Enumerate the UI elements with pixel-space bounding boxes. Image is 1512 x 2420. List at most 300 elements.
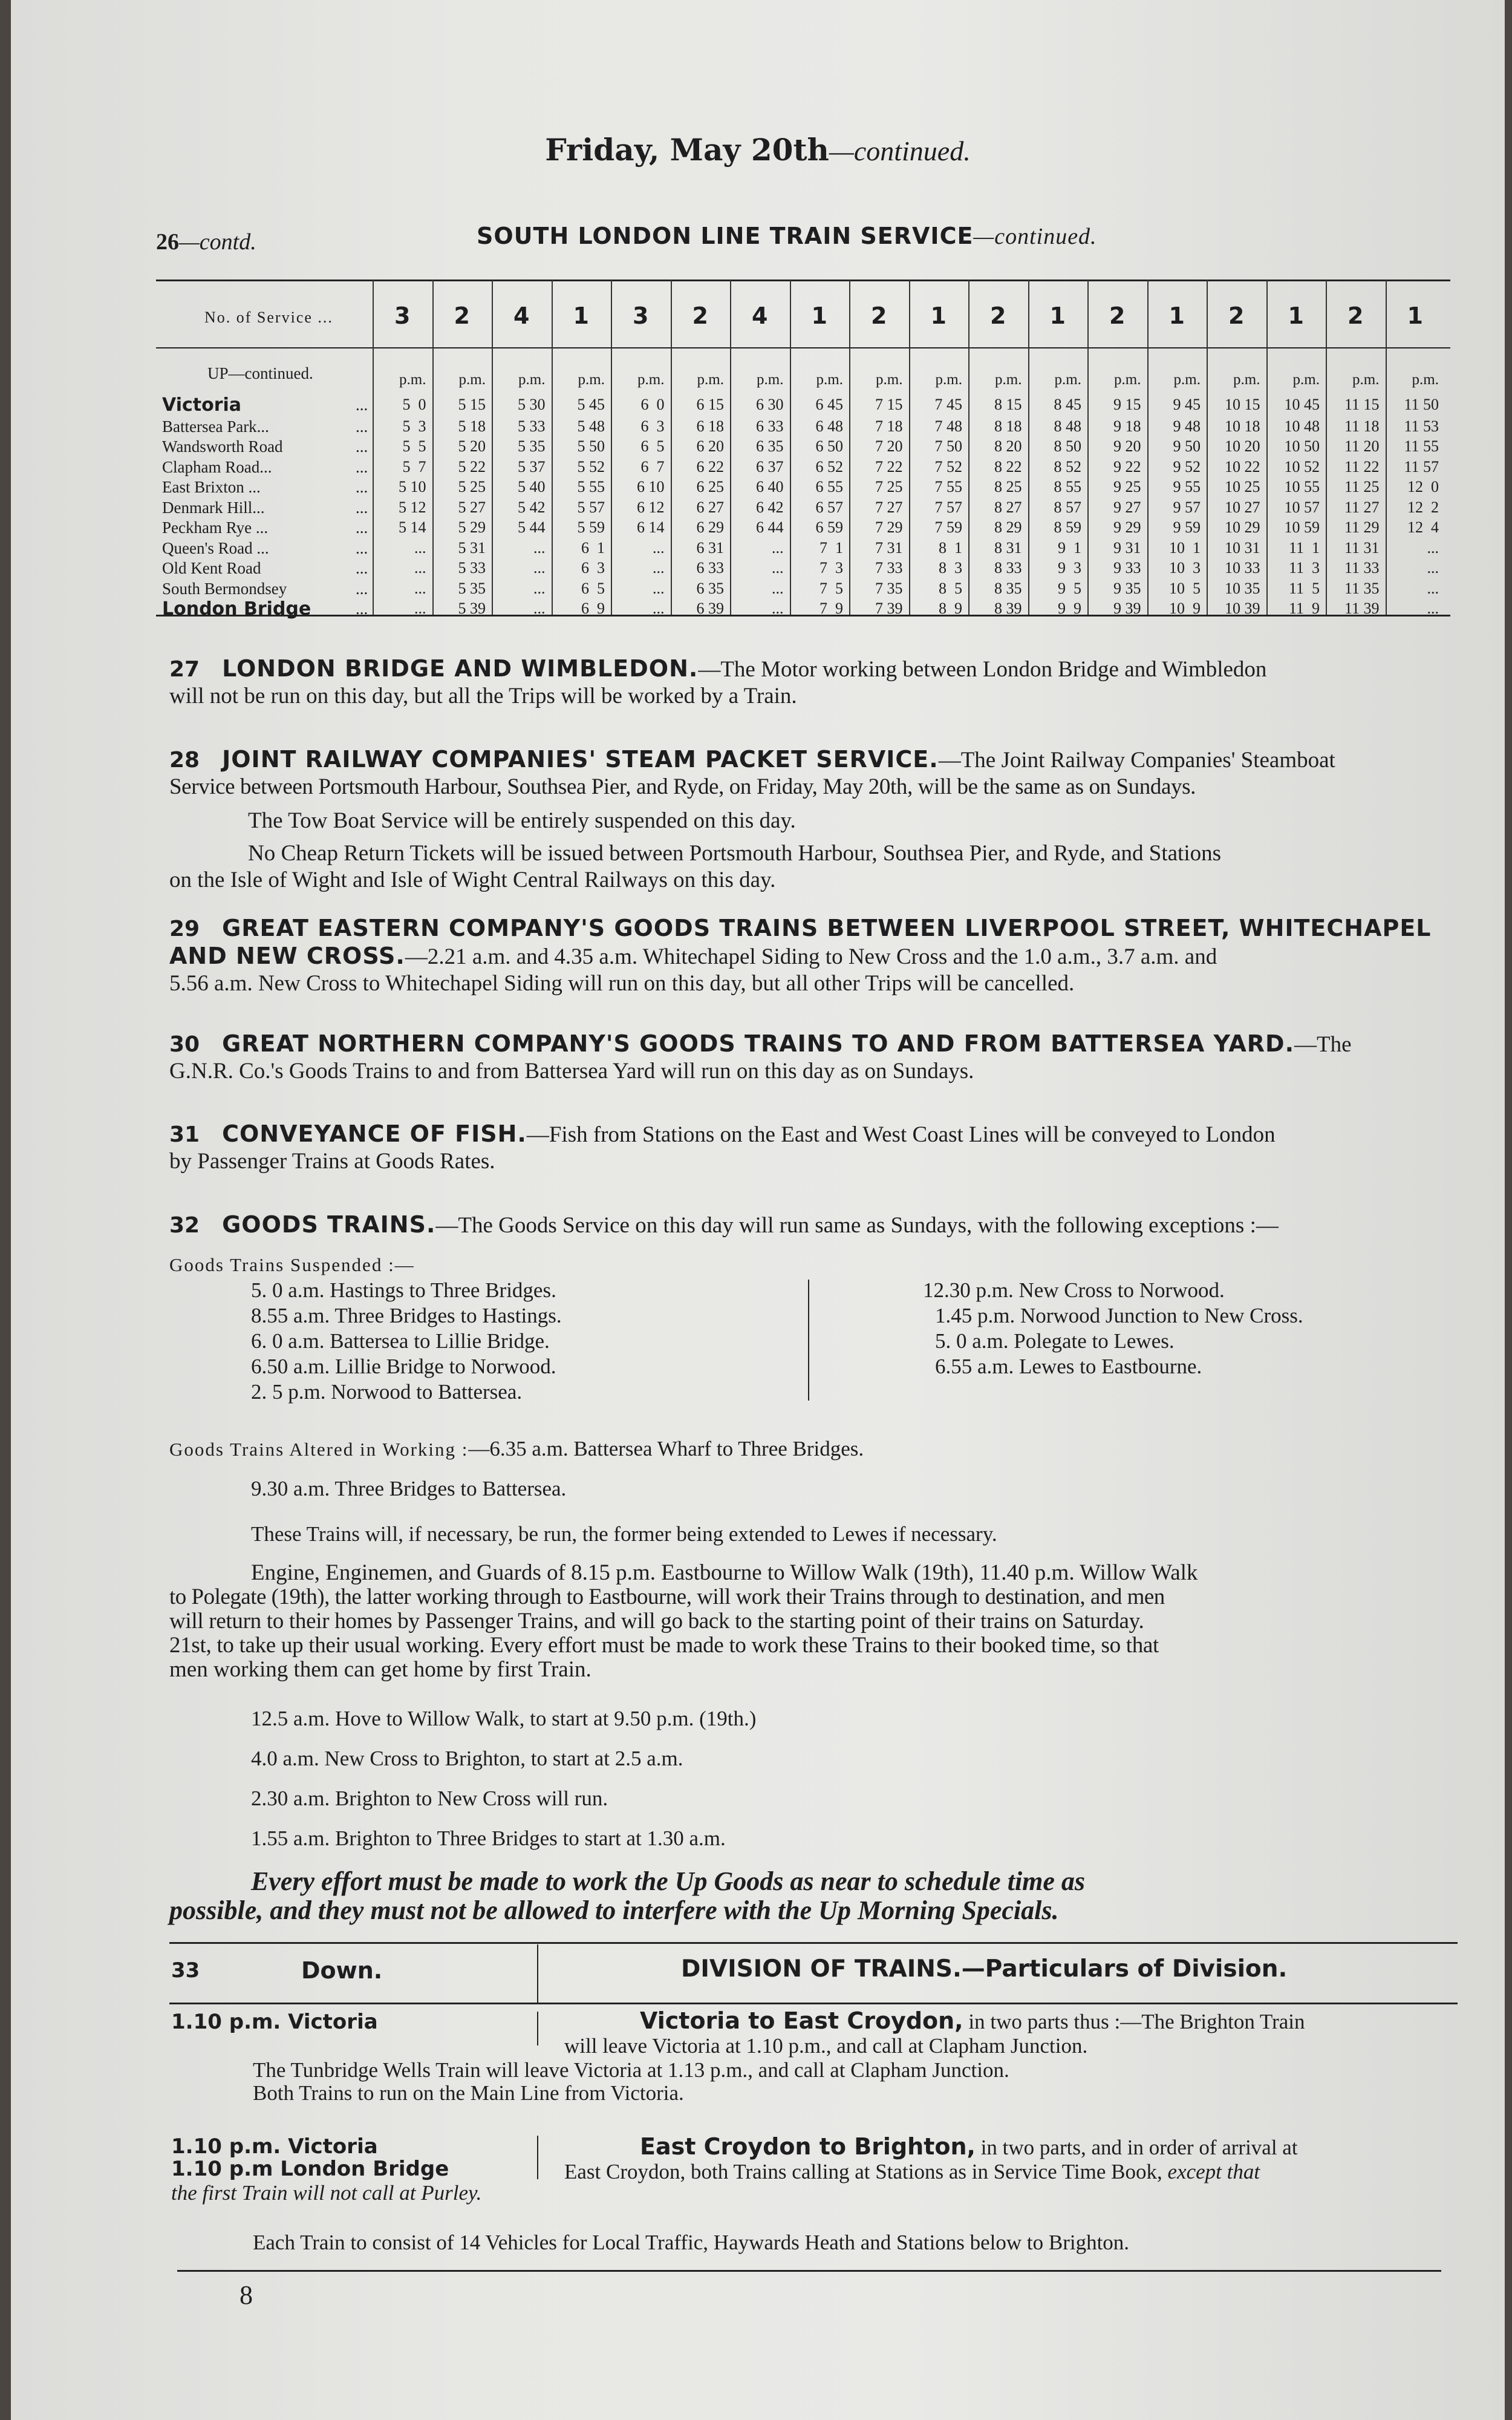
time-cell: 6 7 — [640, 457, 665, 476]
time-cell: 9 48 — [1173, 417, 1201, 435]
time-cell: 9 50 — [1173, 437, 1201, 455]
service-number: 2 — [1347, 302, 1364, 329]
time-cell: 10 15 — [1225, 396, 1260, 413]
time-cell: 12 4 — [1407, 518, 1439, 536]
suspended-right-list: 12.30 p.m. New Cross to Norwood. 1.45 p.m. Norwood Junction to New Cross. 5. 0 a.m. Polegate to Lewes. 6.55 a.m. Lewes to Eastbourne. — [923, 1278, 1303, 1378]
time-cell: 6 33 — [756, 417, 784, 435]
time-cell: ... — [772, 600, 784, 617]
time-cell: 6 45 — [815, 396, 843, 413]
time-cell: 6 57 — [815, 498, 843, 516]
time-cell: 5 15 — [458, 396, 486, 413]
rule-bottom — [177, 2270, 1441, 2272]
time-cell: 5 57 — [577, 498, 605, 516]
time-cell: ... — [772, 538, 784, 557]
service-number: 1 — [1407, 302, 1423, 329]
table-title: SOUTH LONDON LINE TRAIN SERVICE—continued. — [477, 223, 1097, 249]
pm-label: p.m. — [876, 371, 903, 388]
time-cell: 12 2 — [1407, 498, 1439, 516]
rule-mid-33 — [169, 2003, 1458, 2004]
pm-label: p.m. — [1114, 371, 1141, 388]
column-divider — [849, 280, 850, 615]
time-cell: 12 0 — [1407, 478, 1439, 495]
time-cell: 9 29 — [1113, 518, 1141, 536]
time-cell: ... — [414, 559, 426, 577]
each-train-note: Each Train to consist of 14 Vehicles for Local Traffic, Haywards Heath and Stations below to Brighton. — [253, 2231, 1130, 2254]
time-cell: 7 9 — [820, 600, 843, 617]
notice-31: 31 CONVEYANCE OF FISH.—Fish from Stations on the East and West Coast Lines will be conveyed to London by Passenger Trains at Goods Rates. — [169, 1120, 1276, 1174]
timetable — [156, 280, 1450, 618]
time-cell: 8 25 — [994, 478, 1022, 495]
time-cell: 9 22 — [1113, 457, 1141, 476]
column-divider — [373, 280, 374, 615]
time-cell: 9 33 — [1113, 559, 1141, 577]
time-cell: 5 33 — [458, 559, 486, 577]
time-cell: 11 57 — [1404, 457, 1439, 476]
time-cell: 10 1 — [1169, 538, 1201, 557]
time-cell: 10 22 — [1225, 457, 1260, 476]
time-cell: 11 35 — [1344, 579, 1380, 597]
time-cell: 8 22 — [994, 457, 1022, 476]
divider-b — [537, 2136, 538, 2179]
time-cell: 9 9 — [1058, 600, 1081, 617]
time-cell: 6 37 — [756, 457, 784, 476]
column-divider — [1207, 280, 1208, 615]
engine-note: Engine, Enginemen, and Guards of 8.15 p.m. Eastbourne to Willow Walk (19th), 11.40 p.m. Willow Walk to Polegate (19th), the latter working through to Eastbourne, will work their Trains through to destination, and men will return to their homes by Passenger Trains, and will go back to the starting point of their trains on Saturday. 21st, to take up their usual working. Every effort must be made to work these Trains to their booked time, so that men working them can get home by first Train. — [169, 1560, 1198, 1682]
pm-label: p.m. — [816, 371, 843, 388]
down-label: Down. — [301, 1957, 383, 1984]
time-cell: 8 52 — [1054, 457, 1081, 476]
time-cell: 5 37 — [518, 457, 546, 476]
pm-label: p.m. — [1173, 371, 1201, 388]
time-cell: 5 10 — [399, 478, 426, 495]
column-divider — [730, 280, 731, 615]
station-name: East Brixton ... — [162, 478, 261, 496]
time-cell: 11 3 — [1288, 559, 1320, 577]
emphasis-line-1: Every effort must be made to work the Up Goods as near to schedule time as — [251, 1866, 1086, 1896]
station-name: Queen's Road ... — [162, 538, 269, 557]
time-cell: 8 15 — [994, 396, 1022, 413]
time-cell: 8 50 — [1054, 437, 1081, 455]
column-divider — [1326, 280, 1327, 615]
leader-dots: ... — [356, 478, 368, 496]
pm-label: p.m. — [1412, 371, 1439, 388]
time-cell: 5 18 — [458, 417, 486, 435]
time-cell: 5 7 — [402, 457, 426, 476]
time-cell: 6 35 — [756, 437, 784, 455]
time-cell: 6 52 — [815, 457, 843, 476]
time-cell: 11 22 — [1344, 457, 1380, 476]
station-name: London Bridge — [162, 598, 311, 620]
time-cell: 8 45 — [1054, 396, 1081, 413]
time-cell: 10 18 — [1225, 417, 1260, 435]
station-name: Battersea Park... — [162, 417, 269, 436]
notice-33-number: 33 — [171, 1958, 200, 1983]
service-number: 2 — [990, 302, 1006, 329]
time-cell: 7 18 — [875, 417, 903, 435]
time-cell: 11 25 — [1344, 478, 1380, 495]
time-cell: 10 20 — [1225, 437, 1260, 455]
time-cell: 9 18 — [1113, 417, 1141, 435]
time-cell: 8 33 — [994, 559, 1022, 577]
time-cell: 8 55 — [1054, 478, 1081, 495]
time-cell: 9 25 — [1113, 478, 1141, 495]
time-cell: 5 35 — [518, 437, 546, 455]
time-cell: 5 48 — [577, 417, 605, 435]
time-cell: ... — [653, 600, 665, 617]
time-cell: 8 57 — [1054, 498, 1081, 516]
column-divider — [611, 280, 612, 615]
time-cell: 7 52 — [934, 457, 962, 476]
time-cell: 7 39 — [875, 600, 903, 617]
time-cell: 7 22 — [875, 457, 903, 476]
service-number: 2 — [871, 302, 887, 329]
time-cell: 8 20 — [994, 437, 1022, 455]
time-cell: 8 9 — [939, 600, 962, 617]
column-divider — [968, 280, 969, 615]
time-cell: 6 31 — [696, 538, 724, 557]
time-cell: 6 30 — [756, 396, 784, 413]
list-divider — [808, 1280, 809, 1401]
time-cell: ... — [1427, 600, 1439, 617]
time-cell: 5 42 — [518, 498, 546, 516]
division-a-train: 1.10 p.m. Victoria — [171, 2010, 378, 2034]
column-divider — [671, 280, 672, 615]
service-number: 2 — [1109, 302, 1126, 329]
pm-label: p.m. — [1233, 371, 1260, 388]
time-cell: 5 52 — [577, 457, 605, 476]
time-cell: 10 9 — [1169, 600, 1201, 617]
time-cell: 5 0 — [402, 396, 426, 413]
time-cell: 6 10 — [637, 478, 665, 495]
time-cell: ... — [533, 600, 546, 617]
division-a-l3: The Tunbridge Wells Train will leave Victoria at 1.13 p.m., and call at Clapham Junction. — [253, 2058, 1009, 2082]
time-cell: 5 14 — [399, 518, 426, 536]
leader-dots: ... — [356, 538, 368, 557]
time-cell: 9 3 — [1058, 559, 1081, 577]
time-cell: 5 31 — [458, 538, 486, 557]
service-label: No. of Service ... — [204, 309, 333, 326]
time-cell: 8 59 — [1054, 518, 1081, 536]
time-cell: 6 29 — [696, 518, 724, 536]
time-cell: 6 9 — [581, 600, 605, 617]
service-number: 3 — [394, 302, 411, 329]
emphasis-line-2: possible, and they must not be allowed to interfere with the Up Morning Specials. — [169, 1895, 1059, 1925]
section-contd-label: 26—contd. — [156, 229, 256, 255]
time-cell: 5 29 — [458, 518, 486, 536]
time-cell: 9 39 — [1113, 600, 1141, 617]
time-cell: ... — [414, 579, 426, 597]
division-b-l1: East Croydon to Brighton, in two parts, and in order of arrival at — [640, 2133, 1298, 2160]
time-cell: 10 57 — [1284, 498, 1320, 516]
time-cell: 5 55 — [577, 478, 605, 495]
time-cell: 5 45 — [577, 396, 605, 413]
suspended-label: Goods Trains Suspended :— — [169, 1254, 415, 1275]
these-trains-note: These Trains will, if necessary, be run, the former being extended to Lewes if necessary. — [251, 1522, 997, 1546]
time-cell: ... — [772, 579, 784, 597]
time-cell: 5 35 — [458, 579, 486, 597]
service-number: 4 — [752, 302, 768, 329]
time-cell: 5 30 — [518, 396, 546, 413]
time-cell: 5 25 — [458, 478, 486, 495]
leader-dots: ... — [356, 437, 368, 456]
time-cell: 9 27 — [1113, 498, 1141, 516]
division-a-l2: will leave Victoria at 1.10 p.m., and call at Clapham Junction. — [564, 2034, 1088, 2058]
altered-working-2: 9.30 a.m. Three Bridges to Battersea. — [251, 1477, 567, 1500]
time-cell: 8 35 — [994, 579, 1022, 597]
time-cell: 7 48 — [934, 417, 962, 435]
time-cell: 7 25 — [875, 478, 903, 495]
time-cell: 10 35 — [1225, 579, 1260, 597]
time-cell: 9 15 — [1113, 396, 1141, 413]
pm-label: p.m. — [1292, 371, 1320, 388]
time-cell: 10 52 — [1284, 457, 1320, 476]
division-b-train-2: 1.10 p.m London Bridge — [171, 2157, 449, 2181]
column-divider — [1266, 280, 1268, 615]
time-cell: 10 33 — [1225, 559, 1260, 577]
time-cell: ... — [414, 600, 426, 617]
service-number: 1 — [1049, 302, 1066, 329]
leader-dots: ... — [356, 396, 368, 414]
column-divider — [1386, 280, 1387, 615]
time-cell: 6 48 — [815, 417, 843, 435]
time-cell: 11 9 — [1288, 600, 1320, 617]
division-a-l4: Both Trains to run on the Main Line from Victoria. — [253, 2081, 684, 2105]
suspended-left-list: 5. 0 a.m. Hastings to Three Bridges. 8.55 a.m. Three Bridges to Hastings. 6. 0 a.m. Battersea to Lillie Bridge. 6.50 a.m. Lillie Bridge to Norwood. 2. 5 p.m. Norwood to Battersea. — [251, 1278, 562, 1404]
time-cell: 9 55 — [1173, 478, 1201, 495]
time-cell: 10 31 — [1225, 538, 1260, 557]
time-cell: 6 14 — [637, 518, 665, 536]
time-cell: 10 29 — [1225, 518, 1260, 536]
time-cell: 6 12 — [637, 498, 665, 516]
time-cell: 6 3 — [640, 417, 665, 435]
time-cell: ... — [533, 538, 546, 557]
time-cell: 8 31 — [994, 538, 1022, 557]
time-cell: 10 50 — [1284, 437, 1320, 455]
time-cell: ... — [533, 579, 546, 597]
time-cell: 11 15 — [1344, 396, 1380, 413]
column-divider — [1028, 280, 1029, 615]
pm-label: p.m. — [518, 371, 546, 388]
time-cell: ... — [653, 538, 665, 557]
time-cell: 5 33 — [518, 417, 546, 435]
time-cell: ... — [772, 559, 784, 577]
time-cell: 9 57 — [1173, 498, 1201, 516]
time-cell: 9 1 — [1058, 538, 1081, 557]
time-cell: 6 3 — [581, 559, 605, 577]
station-name: Old Kent Road — [162, 559, 261, 577]
time-cell: 7 27 — [875, 498, 903, 516]
time-cell: 6 50 — [815, 437, 843, 455]
time-cell: 6 15 — [696, 396, 724, 413]
time-cell: 10 39 — [1225, 600, 1260, 617]
pm-label: p.m. — [399, 371, 426, 388]
time-cell: 7 45 — [934, 396, 962, 413]
time-cell: 6 1 — [581, 538, 605, 557]
time-cell: 8 27 — [994, 498, 1022, 516]
time-cell: 8 18 — [994, 417, 1022, 435]
time-cell: 7 15 — [875, 396, 903, 413]
time-cell: 5 50 — [577, 437, 605, 455]
service-number: 1 — [1168, 302, 1185, 329]
division-title: DIVISION OF TRAINS.—Particulars of Division. — [681, 1955, 1288, 1983]
time-cell: 11 29 — [1344, 518, 1380, 536]
time-cell: ... — [414, 538, 426, 557]
pm-label: p.m. — [458, 371, 486, 388]
leader-dots: ... — [356, 600, 368, 618]
time-cell: 7 31 — [875, 538, 903, 557]
service-number: 3 — [633, 302, 649, 329]
special-runs: 12.5 a.m. Hove to Willow Walk, to start at 9.50 p.m. (19th.) 4.0 a.m. New Cross to Brighton, to start at 2.5 a.m. 2.30 a.m. Brighton to New Cross will run. 1.55 a.m. Brighton to Three Bridges to start at 1.30 a.m. — [251, 1707, 757, 1850]
time-cell: 5 44 — [518, 518, 546, 536]
document-page — [11, 0, 1505, 2420]
column-divider — [909, 280, 910, 615]
time-cell: 6 40 — [756, 478, 784, 495]
time-cell: 10 55 — [1284, 478, 1320, 495]
station-name: Denmark Hill... — [162, 498, 265, 517]
time-cell: ... — [1427, 559, 1439, 577]
time-cell: 11 18 — [1344, 417, 1380, 435]
notice-27: 27 LONDON BRIDGE AND WIMBLEDON.—The Motor working between London Bridge and Wimbledon will not be run on this day, but all the Trips will be worked by a Train. — [169, 655, 1267, 708]
leader-dots: ... — [356, 457, 368, 476]
pm-label: p.m. — [1352, 371, 1380, 388]
time-cell: 11 5 — [1288, 579, 1320, 597]
service-number: 2 — [1228, 302, 1245, 329]
division-b-note: the first Train will not call at Purley. — [171, 2181, 482, 2205]
column-divider — [1087, 280, 1089, 615]
time-cell: 9 20 — [1113, 437, 1141, 455]
station-name: South Bermondsey — [162, 579, 287, 598]
time-cell: 7 57 — [934, 498, 962, 516]
division-b-train-1: 1.10 p.m. Victoria — [171, 2134, 378, 2159]
time-cell: 6 55 — [815, 478, 843, 495]
time-cell: 10 3 — [1169, 559, 1201, 577]
time-cell: 7 20 — [875, 437, 903, 455]
time-cell: 6 35 — [696, 579, 724, 597]
column-divider — [552, 280, 553, 615]
time-cell: 6 22 — [696, 457, 724, 476]
time-cell: 8 5 — [939, 579, 962, 597]
rule-top-33 — [169, 1942, 1458, 1944]
page-number: 8 — [240, 2280, 253, 2310]
time-cell: ... — [533, 559, 546, 577]
leader-dots: ... — [356, 518, 368, 537]
time-cell: ... — [1427, 538, 1439, 557]
time-cell: 6 39 — [696, 600, 724, 617]
pm-label: p.m. — [637, 371, 665, 388]
time-cell: 5 22 — [458, 457, 486, 476]
time-cell: 7 35 — [875, 579, 903, 597]
time-cell: 9 52 — [1173, 457, 1201, 476]
time-cell: 7 1 — [820, 538, 843, 557]
time-cell: 6 25 — [696, 478, 724, 495]
service-number: 4 — [513, 302, 530, 329]
time-cell: 10 5 — [1169, 579, 1201, 597]
time-cell: 8 3 — [939, 559, 962, 577]
time-cell: 8 39 — [994, 600, 1022, 617]
time-cell: 7 55 — [934, 478, 962, 495]
time-cell: 7 59 — [934, 518, 962, 536]
pm-label: p.m. — [697, 371, 724, 388]
pm-label: p.m. — [578, 371, 605, 388]
divider-33-head — [537, 1944, 538, 2003]
station-name: Victoria — [162, 394, 242, 416]
time-cell: 6 0 — [640, 396, 665, 413]
time-cell: 6 18 — [696, 417, 724, 435]
time-cell: 7 50 — [934, 437, 962, 455]
leader-dots: ... — [356, 579, 368, 598]
leader-dots: ... — [356, 417, 368, 436]
column-divider — [492, 280, 493, 615]
time-cell: ... — [653, 559, 665, 577]
time-cell: 6 27 — [696, 498, 724, 516]
station-name: Clapham Road... — [162, 457, 272, 476]
leader-dots: ... — [356, 498, 368, 517]
notice-29: 29 GREAT EASTERN COMPANY'S GOODS TRAINS BETWEEN LIVERPOOL STREET, WHITECHAPEL AND NEW CROSS.—2.21 a.m. and 4.35 a.m. Whitechapel Siding to New Cross and the 1.0 a.m., 3.7 a.m. and 5.56 a.m. New Cross to Whitechapel Siding will run on this day, but all other Trips will be cancelled. — [169, 915, 1432, 996]
time-cell: 11 33 — [1344, 559, 1380, 577]
time-cell: 10 25 — [1225, 478, 1260, 495]
time-cell: 8 48 — [1054, 417, 1081, 435]
time-cell: 11 31 — [1344, 538, 1380, 557]
time-cell: 5 59 — [577, 518, 605, 536]
pm-label: p.m. — [1054, 371, 1081, 388]
station-name: Wandsworth Road — [162, 437, 283, 456]
time-cell: 5 40 — [518, 478, 546, 495]
time-cell: 11 55 — [1404, 437, 1439, 455]
time-cell: 5 5 — [402, 437, 426, 455]
time-cell: 5 39 — [458, 600, 486, 617]
leader-dots: ... — [356, 559, 368, 577]
time-cell: 6 59 — [815, 518, 843, 536]
service-number: 2 — [692, 302, 708, 329]
time-cell: 6 44 — [756, 518, 784, 536]
service-number: 2 — [454, 302, 470, 329]
column-divider — [432, 280, 434, 615]
time-cell: ... — [1427, 579, 1439, 597]
service-number: 1 — [930, 302, 947, 329]
time-cell: 7 33 — [875, 559, 903, 577]
pm-label: p.m. — [757, 371, 784, 388]
time-cell: 7 29 — [875, 518, 903, 536]
time-cell: 11 1 — [1288, 538, 1320, 557]
time-cell: 6 33 — [696, 559, 724, 577]
time-cell: 9 45 — [1173, 396, 1201, 413]
division-a-l1: Victoria to East Croydon, in two parts thus :—The Brighton Train — [640, 2007, 1305, 2034]
page-header: Friday, May 20th—continued. — [545, 132, 971, 168]
time-cell: 9 5 — [1058, 579, 1081, 597]
time-cell: 6 20 — [696, 437, 724, 455]
pm-label: p.m. — [995, 371, 1022, 388]
notice-30: 30 GREAT NORTHERN COMPANY'S GOODS TRAINS TO AND FROM BATTERSEA YARD.—The G.N.R. Co.'s Goods Trains to and from Battersea Yard will run on this day as on Sundays. — [169, 1030, 1352, 1084]
direction-label: UP—continued. — [207, 364, 313, 382]
station-name: Peckham Rye ... — [162, 518, 269, 537]
time-cell: 8 29 — [994, 518, 1022, 536]
altered-working: Goods Trains Altered in Working :—6.35 a.m. Battersea Wharf to Three Bridges. — [169, 1437, 864, 1460]
time-cell: 11 50 — [1404, 396, 1439, 413]
time-cell: 9 35 — [1113, 579, 1141, 597]
time-cell: 9 59 — [1173, 518, 1201, 536]
time-cell: ... — [653, 579, 665, 597]
column-divider — [1147, 280, 1149, 615]
division-b-l2: East Croydon, both Trains calling at Stations as in Service Time Book, except that — [564, 2160, 1260, 2183]
service-number: 1 — [1288, 302, 1304, 329]
time-cell: 10 27 — [1225, 498, 1260, 516]
time-cell: 6 5 — [581, 579, 605, 597]
time-cell: 11 27 — [1344, 498, 1380, 516]
pm-label: p.m. — [935, 371, 962, 388]
time-cell: 10 48 — [1284, 417, 1320, 435]
time-cell: 7 3 — [820, 559, 843, 577]
time-cell: 5 12 — [399, 498, 426, 516]
